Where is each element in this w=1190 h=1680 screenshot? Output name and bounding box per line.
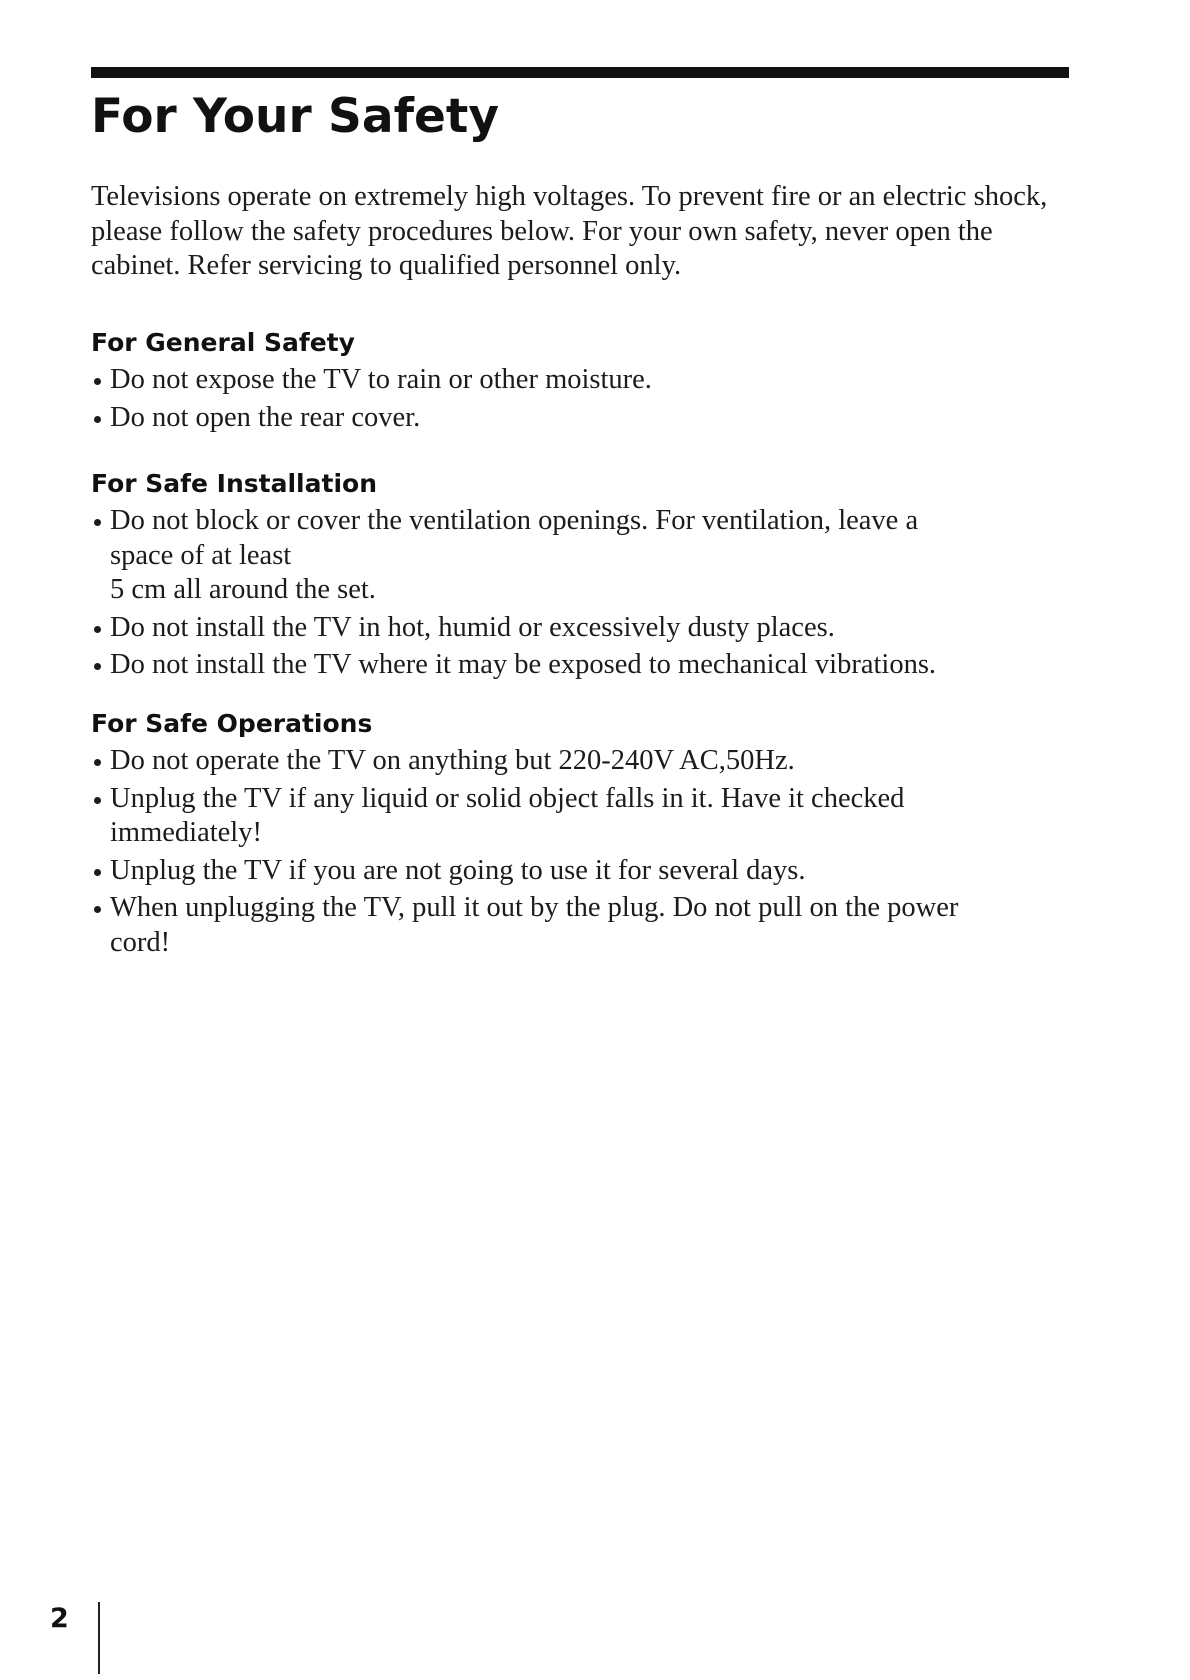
section-heading: For Safe Installation — [91, 469, 377, 498]
list-item: Do not install the TV in hot, humid or excessively dusty places. — [91, 611, 1061, 646]
bullet-list — [91, 744, 1061, 960]
list-item — [91, 504, 1061, 608]
section-safe-operations — [91, 708, 1061, 963]
title-rule — [91, 67, 1069, 78]
list-item-line: Do not block or cover the ventilation openings. For ventilation, leave a — [110, 505, 919, 536]
list-item: Do not expose the TV to rain or other moisture. — [91, 363, 1061, 398]
section-heading: For Safe Operations — [91, 709, 373, 738]
list-item: Unplug the TV if any liquid or solid object falls in it. Have it checked immediately! — [91, 782, 1010, 851]
list-item: Do not install the TV where it may be exposed to mechanical vibrations. — [91, 648, 1061, 683]
list-item-line: 5 cm all around the set. — [110, 574, 376, 605]
page-number: 2 — [50, 1603, 69, 1634]
page-title: For Your Safety — [91, 89, 500, 144]
bullet-list — [91, 363, 1061, 435]
section-safe-installation — [91, 468, 1061, 686]
list-item: Do not operate the TV on anything but 220-240V AC,50Hz. — [91, 744, 1061, 779]
list-item-line: space of at least — [110, 539, 292, 571]
list-item: Unplug the TV if you are not going to use it for several days. — [91, 854, 1061, 889]
list-item: Do not open the rear cover. — [91, 401, 1061, 436]
bullet-list — [91, 504, 1061, 683]
section-general-safety — [91, 327, 1061, 438]
list-item: When unplugging the TV, pull it out by the plug. Do not pull on the power cord! — [91, 891, 1010, 960]
intro-paragraph: Televisions operate on extremely high voltages. To prevent fire or an electric shock, please follow the safety procedures below. For your own safety, never open the cabinet. Refer servicing to qualified personnel only. — [91, 181, 1048, 281]
page-number-divider — [98, 1602, 100, 1674]
section-heading: For General Safety — [91, 328, 355, 357]
